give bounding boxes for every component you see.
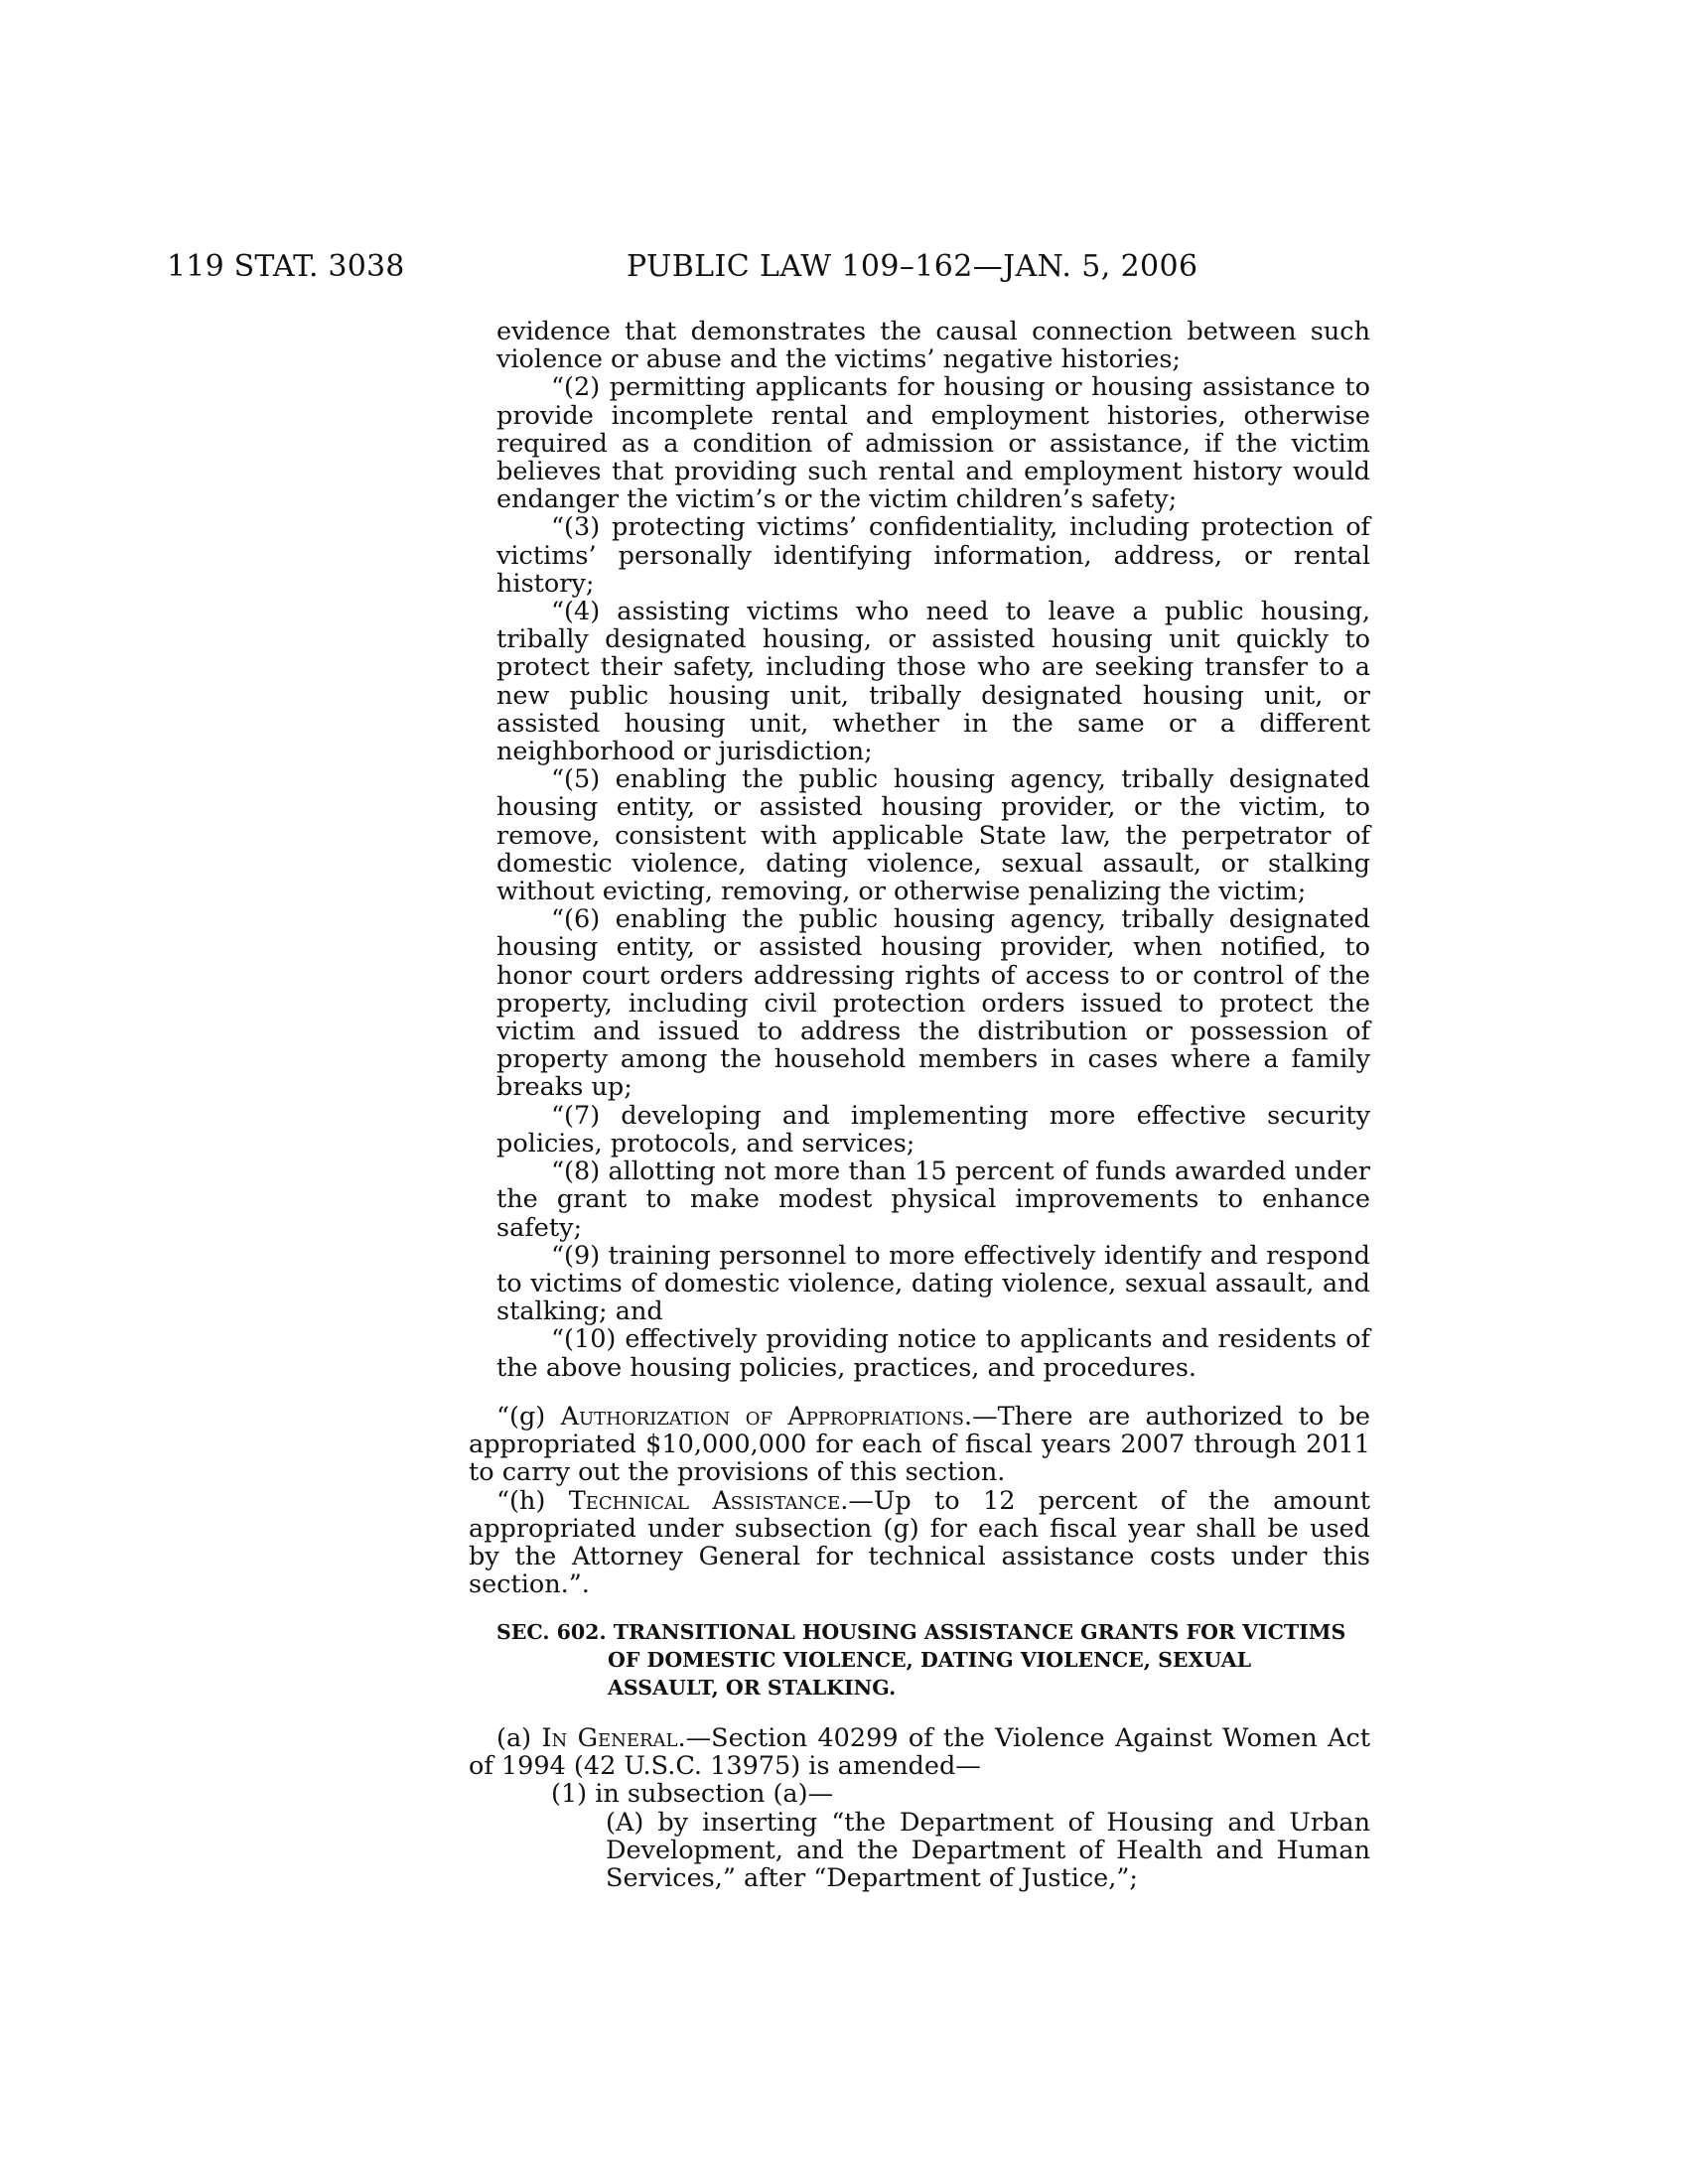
paragraph-item-9: “(9) training personnel to more effectively identify and respond to victims of domestic violence, dating violence, sexual assault, and stalking; and: [496, 1240, 1370, 1327]
subsection-a-heading: In General: [541, 1723, 678, 1753]
paragraph-item-6: “(6) enabling the public housing agency, tribally designated housing entity, or assisted housing provider, when notified, to honor court orders addressing rights of access to or control of the property, including civil protection orders issued to protect the victim and issued to address the distribution or possession of property among the household members in cases where a family breaks up;: [496, 904, 1370, 1103]
amendment-item-A: (A) by inserting “the Department of Housing and Urban Development, and the Department of Health and Human Services,” after “Department of Justice,”;: [606, 1807, 1370, 1894]
subsection-g: “(g) Authorization of Appropriations.—There are authorized to be appropriated $10,000,000 for each of fiscal years 2007 through 2011 to carry out the provisions of this section.: [469, 1402, 1370, 1488]
statute-page-number: 119 STAT. 3038: [167, 249, 405, 284]
section-body: [469, 1723, 1370, 1894]
section-heading: SEC. 602. TRANSITIONAL HOUSING ASSISTANCE GRANTS FOR VICTIMS OF DOMESTIC VIOLENCE, DATING VIOLENCE, SEXUAL ASSAULT, OR STALKING.: [496, 1620, 1346, 1701]
paragraph-item-8: “(8) allotting not more than 15 percent of funds awarded under the grant to make modest physical improvements to enhance safety;: [496, 1157, 1370, 1243]
paragraph-item-3: “(3) protecting victims’ confidentiality, including protection of victims’ personally identifying information, address, or rental history;: [496, 512, 1370, 599]
subsection-block: [469, 1402, 1370, 1600]
paragraph-item-7: “(7) developing and implementing more effective security policies, protocols, and services;: [496, 1100, 1370, 1159]
subsection-h: “(h) Technical Assistance.—Up to 12 percent of the amount appropriated under subsection (g) for each fiscal year shall be used by the Attorney General for technical assistance costs under this section.”.: [469, 1485, 1370, 1600]
paragraph-continuation: evidence that demonstrates the causal connection between such violence or abuse and the victims’ negative histories;: [496, 317, 1370, 375]
paragraph-item-10: “(10) effectively providing notice to applicants and residents of the above housing policies, practices, and procedures.: [496, 1324, 1370, 1383]
running-header-title: PUBLIC LAW 109–162—JAN. 5, 2006: [627, 249, 1198, 284]
paragraph-item-5: “(5) enabling the public housing agency, tribally designated housing entity, or assisted housing provider, or the victim, to remove, consistent with applicable State law, the perpetrator of domestic violence, dating violence, sexual assault, or stalking without evicting, removing, or otherwise penalizing the victim;: [496, 764, 1370, 907]
body-text: [496, 318, 1370, 1382]
paragraph-item-2: “(2) permitting applicants for housing or housing assistance to provide incomplete rental and employment histories, otherwise required as a condition of admission or assistance, if the victim believes that providing such rental and employment history would endanger the victim’s or the victim children’s safety;: [496, 372, 1370, 515]
subsection-g-heading: Authorization of Appropriations: [560, 1402, 964, 1432]
paragraph-item-4: “(4) assisting victims who need to leave a public housing, tribally designated housing, or assisted housing unit quickly to protect their safety, including those who are seeking transfer to a new public housing unit, tribally designated housing unit, or assisted housing unit, whether in the same or a different neighborhood or jurisdiction;: [496, 597, 1370, 767]
subsection-a: (a) In General.—Section 40299 of the Violence Against Women Act of 1994 (42 U.S.C. 13975) is amended—: [469, 1723, 1370, 1782]
amendment-item-1: (1) in subsection (a)—: [551, 1779, 834, 1810]
subsection-h-heading: Technical Assistance: [568, 1485, 841, 1516]
